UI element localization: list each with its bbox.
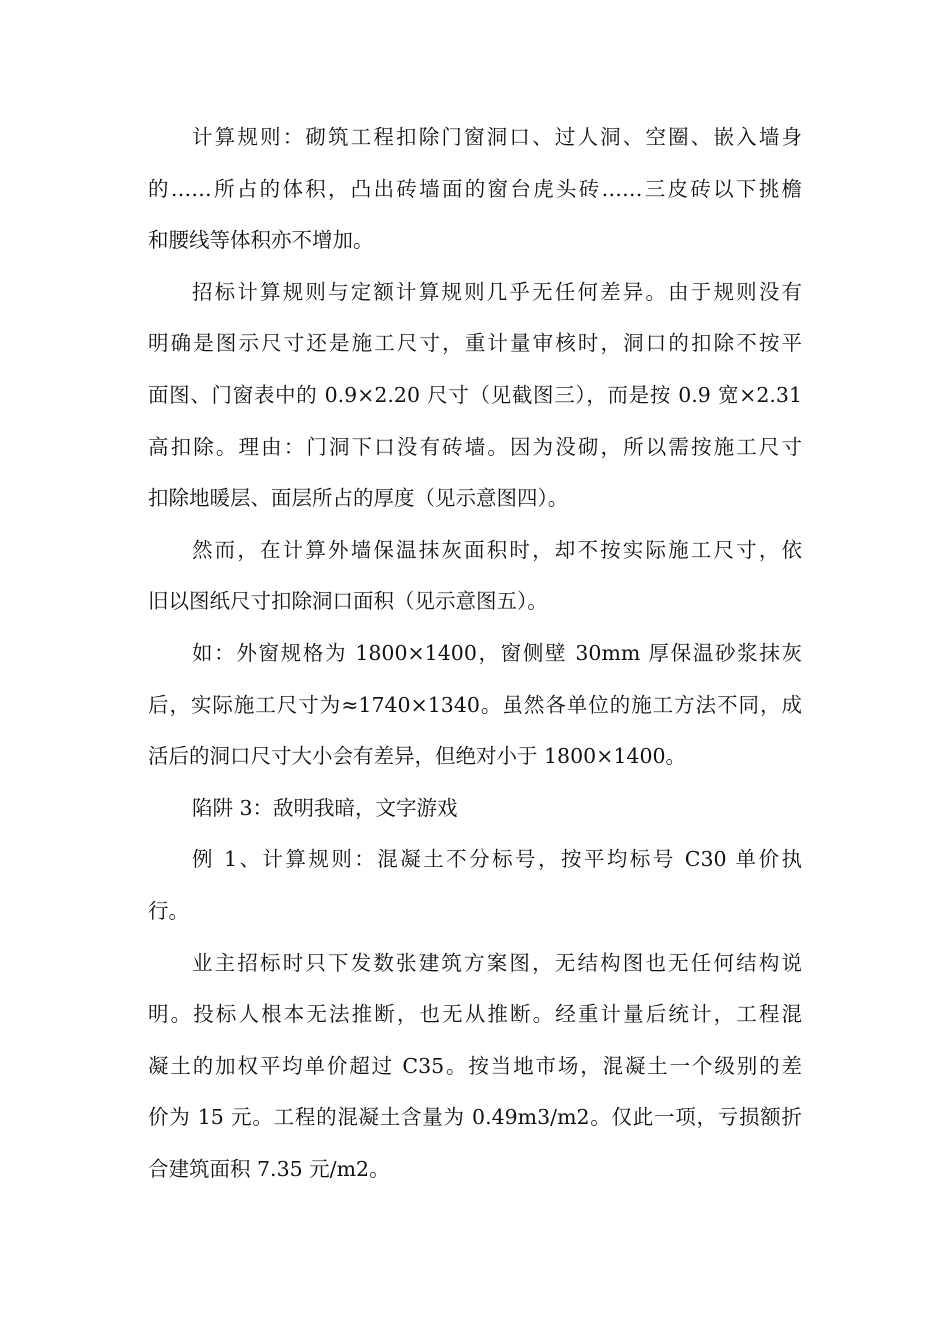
text-line: 面图、门窗表中的 0.9×2.20 尺寸（见截图三），而是按 0.9 宽×2.31 [148, 382, 802, 407]
text-line: 扣除地暖层、面层所占的厚度（见示意图四）。 [148, 486, 569, 511]
text-line: 和腰线等体积亦不增加。 [148, 228, 374, 253]
text-line: 例 1、计算规则：混凝土不分标号，按平均标号 C30 单价执 [192, 847, 802, 872]
text-line: 明。投标人根本无法推断，也无从推断。经重计量后统计，工程混 [148, 1002, 802, 1027]
text-line: 的……所占的体积，凸出砖墙面的窗台虎头砖……三皮砖以下挑檐 [148, 176, 802, 201]
text-line: 行。 [148, 898, 189, 923]
text-line: 计算规则：砌筑工程扣除门窗洞口、过人洞、空圈、嵌入墙身 [192, 125, 802, 149]
text-line: 明确是图示尺寸还是施工尺寸，重计量审核时，洞口的扣除不按平 [148, 331, 802, 356]
paragraph-example-1 [148, 834, 802, 937]
text-line: 合建筑面积 7.35 元/m2。 [148, 1156, 390, 1181]
section-heading: 陷阱 3：敌明我暗，文字游戏 [192, 795, 458, 820]
text-line: 价为 15 元。工程的混凝土含量为 0.49m3/m2。仅此一项，亏损额折 [148, 1105, 802, 1130]
paragraph-insulation [148, 525, 802, 628]
text-line: 如：外窗规格为 1800×1400，窗侧壁 30mm 厚保温砂浆抹灰 [192, 640, 802, 665]
text-line: 凝土的加权平均单价超过 C35。按当地市场，混凝土一个级别的差 [148, 1053, 802, 1078]
text-line: 业主招标时只下发数张建筑方案图，无结构图也无任何结构说 [192, 950, 802, 975]
document-body [148, 112, 802, 1195]
paragraph-concrete-analysis [148, 938, 802, 1196]
text-line: 后，实际施工尺寸为≈1740×1340。虽然各单位的施工方法不同，成 [148, 692, 802, 717]
paragraph-trap-heading [148, 783, 802, 835]
paragraph-tender-rule [148, 267, 802, 525]
text-line: 然而，在计算外墙保温抹灰面积时，却不按实际施工尺寸，依 [192, 537, 802, 562]
text-line: 招标计算规则与定额计算规则几乎无任何差异。由于规则没有 [192, 279, 802, 304]
paragraph-masonry-rule [148, 112, 802, 267]
text-line: 旧以图纸尺寸扣除洞口面积（见示意图五）。 [148, 589, 548, 614]
paragraph-window-example [148, 628, 802, 783]
text-line: 高扣除。理由：门洞下口没有砖墙。因为没砌，所以需按施工尺寸 [148, 434, 802, 459]
text-line: 活后的洞口尺寸大小会有差异，但绝对小于 1800×1400。 [148, 744, 687, 769]
